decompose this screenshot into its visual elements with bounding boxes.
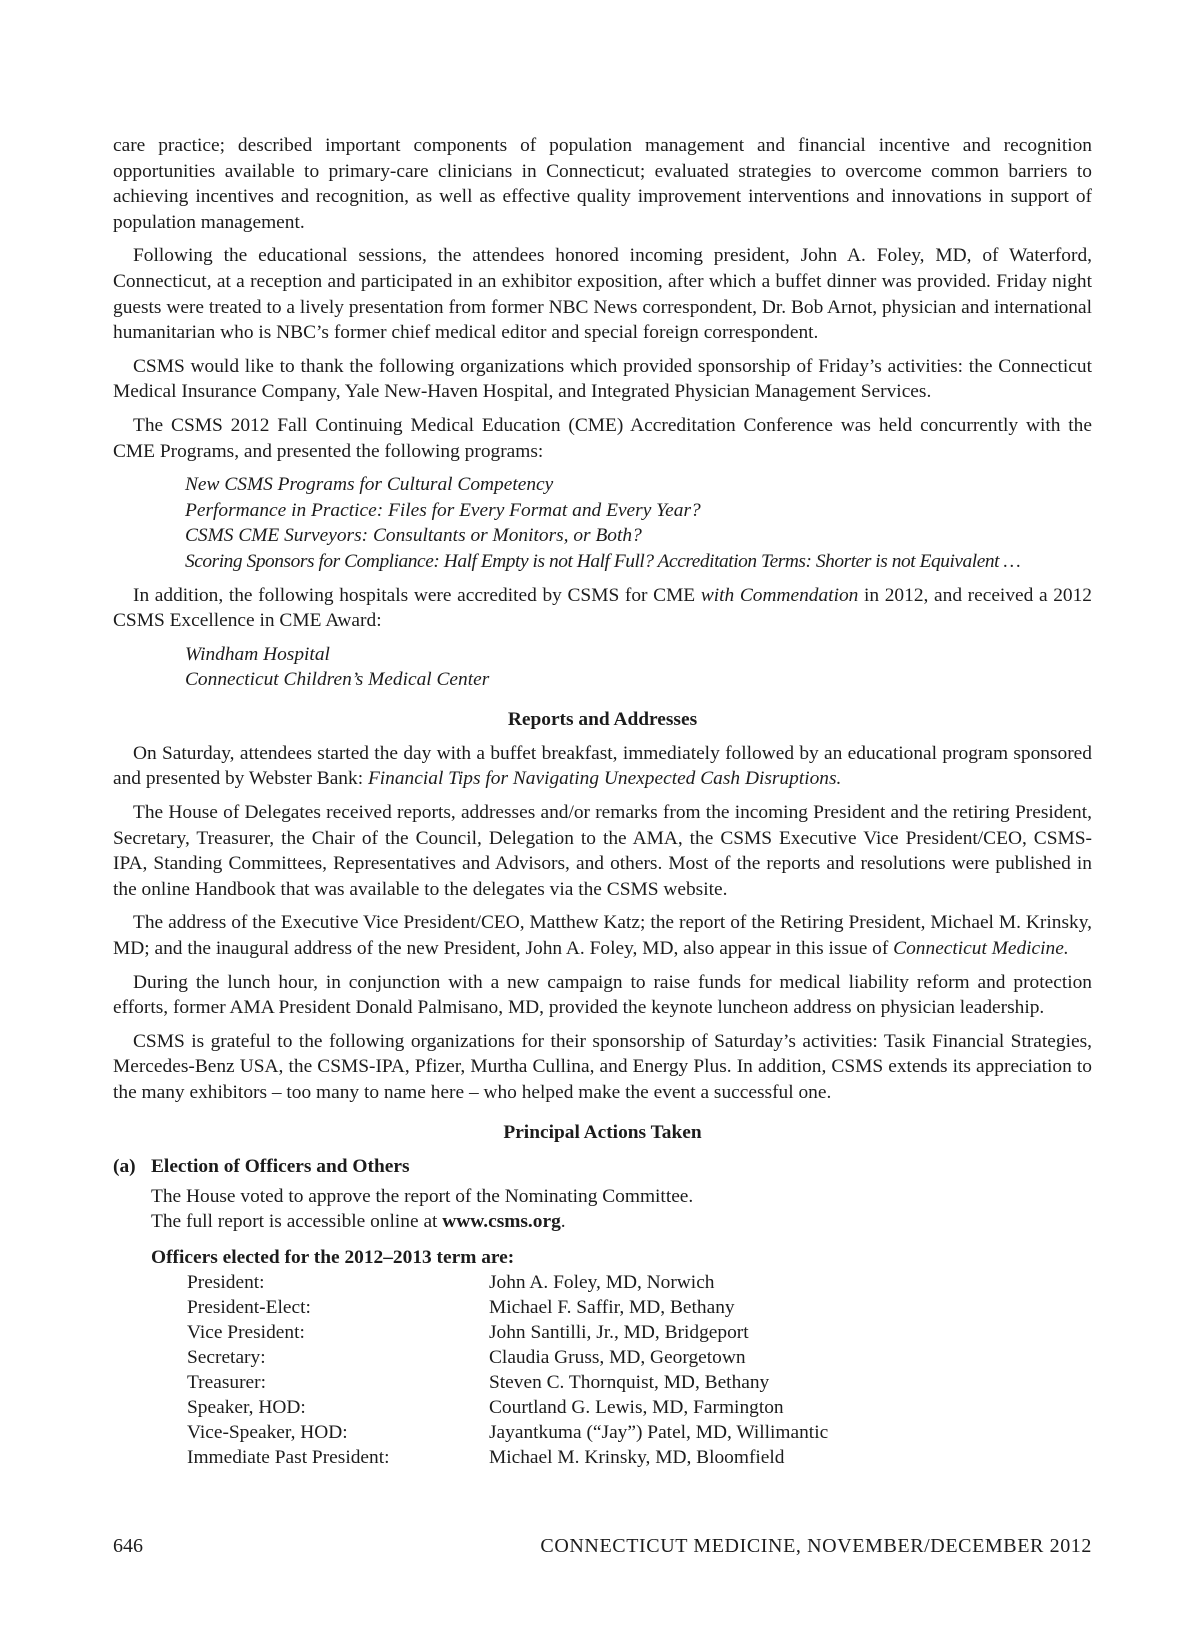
paragraph-reception: Following the educational sessions, the attendees honored incoming president, John A. Foley, MD, of Waterford, Connecticut, at a reception and participated in an exhibitor exposition, after which a buffet dinner was provided. Friday night guests were treated to a lively presentation from former NBC News correspondent, Dr. Bob Arnot, physician and international humanitarian who is NBC’s former chief medical editor and special foreign correspondent.: [113, 245, 1092, 344]
list-item: Windham Hospital: [185, 643, 330, 665]
nominating-report-line: The House voted to approve the report of the Nominating Committee.: [151, 1185, 694, 1207]
report-access-line: [151, 1209, 1092, 1235]
paragraph-cme-conference: The CSMS 2012 Fall Continuing Medical Education (CME) Accreditation Conference was held concurrently with the CME Programs, and presented the following programs:: [113, 414, 1092, 462]
table-row: [187, 1295, 828, 1320]
table-row: [187, 1345, 828, 1370]
text-span: .: [560, 1211, 566, 1233]
paragraph-accredited-hospitals: [113, 583, 1092, 634]
officer-name: Steven C. Thornquist, MD, Bethany: [489, 1372, 770, 1394]
list-item: CSMS CME Surveyors: Consultants or Monitors, or Both?: [185, 525, 642, 547]
page-footer: [113, 1535, 1092, 1558]
paragraph-saturday-sponsors: CSMS is grateful to the following organizations for their sponsorship of Saturday’s activities: Tasik Financial Strategies, Mercedes-Benz USA, the CSMS-IPA, Pfizer, Murtha Cullina, and Energy Plus. In addition, CSMS extends its appreciation to the many exhibitors – too many to name here – who helped make the event a successful one.: [113, 1030, 1092, 1103]
section-heading-reports: Reports and Addresses: [507, 708, 698, 730]
officer-name: Courtland G. Lewis, MD, Farmington: [489, 1397, 784, 1419]
text-span: On Saturday, attendees started the day with a buffet breakfast, immediately followed by an educational program sponsored and presented by Webster Bank:: [113, 742, 1092, 790]
website-link[interactable]: www.csms.org: [442, 1211, 561, 1233]
list-item: Performance in Practice: Files for Every Format and Every Year?: [185, 499, 701, 521]
officer-role: Vice-Speaker, HOD:: [187, 1422, 348, 1444]
text-span: The full report is accessible online at: [151, 1211, 443, 1233]
emphasis-commendation: with Commendation: [700, 584, 859, 606]
section-heading-actions: Principal Actions Taken: [503, 1121, 702, 1143]
officer-role: Secretary:: [187, 1347, 266, 1369]
officer-role: Speaker, HOD:: [187, 1397, 306, 1419]
text-span: in 2012, and received a 2012 CSMS Excellence in CME Award:: [113, 584, 1092, 632]
table-row: [187, 1320, 828, 1345]
paragraph-friday-sponsors: CSMS would like to thank the following organizations which provided sponsorship of Friday’s activities: the Connecticut Medical Insurance Company, Yale New-Haven Hospital, and Integrated Physician Management Services.: [113, 355, 1092, 403]
officer-name: John Santilli, Jr., MD, Bridgeport: [489, 1322, 749, 1344]
emphasis-journal: Connecticut Medicine.: [893, 938, 1069, 960]
officer-role: President-Elect:: [187, 1297, 311, 1319]
section-label: (a): [113, 1155, 136, 1177]
officer-role: Vice President:: [187, 1322, 305, 1344]
officer-name: John A. Foley, MD, Norwich: [489, 1272, 715, 1294]
table-row: [187, 1395, 828, 1420]
officer-name: Jayantkuma (“Jay”) Patel, MD, Willimantic: [489, 1422, 829, 1444]
journal-issue: CONNECTICUT MEDICINE, NOVEMBER/DECEMBER 2012: [540, 1535, 1092, 1557]
list-item: New CSMS Programs for Cultural Competency: [185, 474, 554, 496]
paragraph-house-reports: The House of Delegates received reports, addresses and/or remarks from the incoming President and the retiring President, Secretary, Treasurer, the Chair of the Council, Delegation to the AMA, the CSMS Executive Vice President/CEO, CSMS-IPA, Standing Committees, Representatives and Advisors, and others. Most of the reports and resolutions were published in the online Handbook that was available to the delegates via the CSMS website.: [113, 802, 1092, 900]
officer-name: Michael F. Saffir, MD, Bethany: [489, 1297, 735, 1319]
officer-role: Treasurer:: [187, 1372, 266, 1394]
election-block: [113, 1184, 1092, 1471]
text-span: In addition, the following hospitals were accredited by CSMS for CME: [133, 584, 701, 606]
officer-role: Immediate Past President:: [187, 1447, 390, 1469]
officer-name: Claudia Gruss, MD, Georgetown: [489, 1347, 746, 1369]
paragraph-addresses: [113, 910, 1092, 961]
table-row: [187, 1420, 828, 1445]
officers-title: Officers elected for the 2012–2013 term are:: [151, 1246, 515, 1268]
election-heading: [113, 1154, 1092, 1180]
list-item: Connecticut Children’s Medical Center: [185, 669, 490, 691]
officer-role: President:: [187, 1272, 265, 1294]
table-row: [187, 1445, 828, 1470]
paragraph-saturday-breakfast: [113, 741, 1092, 792]
hospital-list: [113, 642, 1092, 693]
table-row: [187, 1270, 828, 1295]
officers-table: [187, 1270, 828, 1470]
cme-program-list: [113, 472, 1092, 574]
list-item: Scoring Sponsors for Compliance: Half Empty is not Half Full? Accreditation Terms: Shorter is not Equivalent …: [185, 550, 1021, 572]
paragraph-population-management: care practice; described important components of population management and financial incentive and recognition opportunities available to primary-care clinicians in Connecticut; evaluated strategies to overcome common barriers to achieving incentives and recognition, as well as effective quality improvement interventions and innovations in support of population management.: [113, 135, 1092, 233]
page-content: [113, 133, 1092, 1470]
officer-name: Michael M. Krinsky, MD, Bloomfield: [489, 1447, 785, 1469]
emphasis-program-title: Financial Tips for Navigating Unexpected Cash Disruptions.: [367, 768, 842, 790]
page-number: 646: [113, 1535, 143, 1557]
election-title: Election of Officers and Others: [151, 1155, 410, 1177]
text-span: The address of the Executive Vice President/CEO, Matthew Katz; the report of the Retiring President, Michael M. Krinsky, MD; and the inaugural address of the new President, John A. Foley, MD, also appear in this issue of: [113, 912, 1092, 960]
paragraph-lunch-keynote: During the lunch hour, in conjunction with a new campaign to raise funds for medical liability reform and protection efforts, former AMA President Donald Palmisano, MD, provided the keynote luncheon address on physician leadership.: [113, 971, 1092, 1019]
table-row: [187, 1370, 828, 1395]
